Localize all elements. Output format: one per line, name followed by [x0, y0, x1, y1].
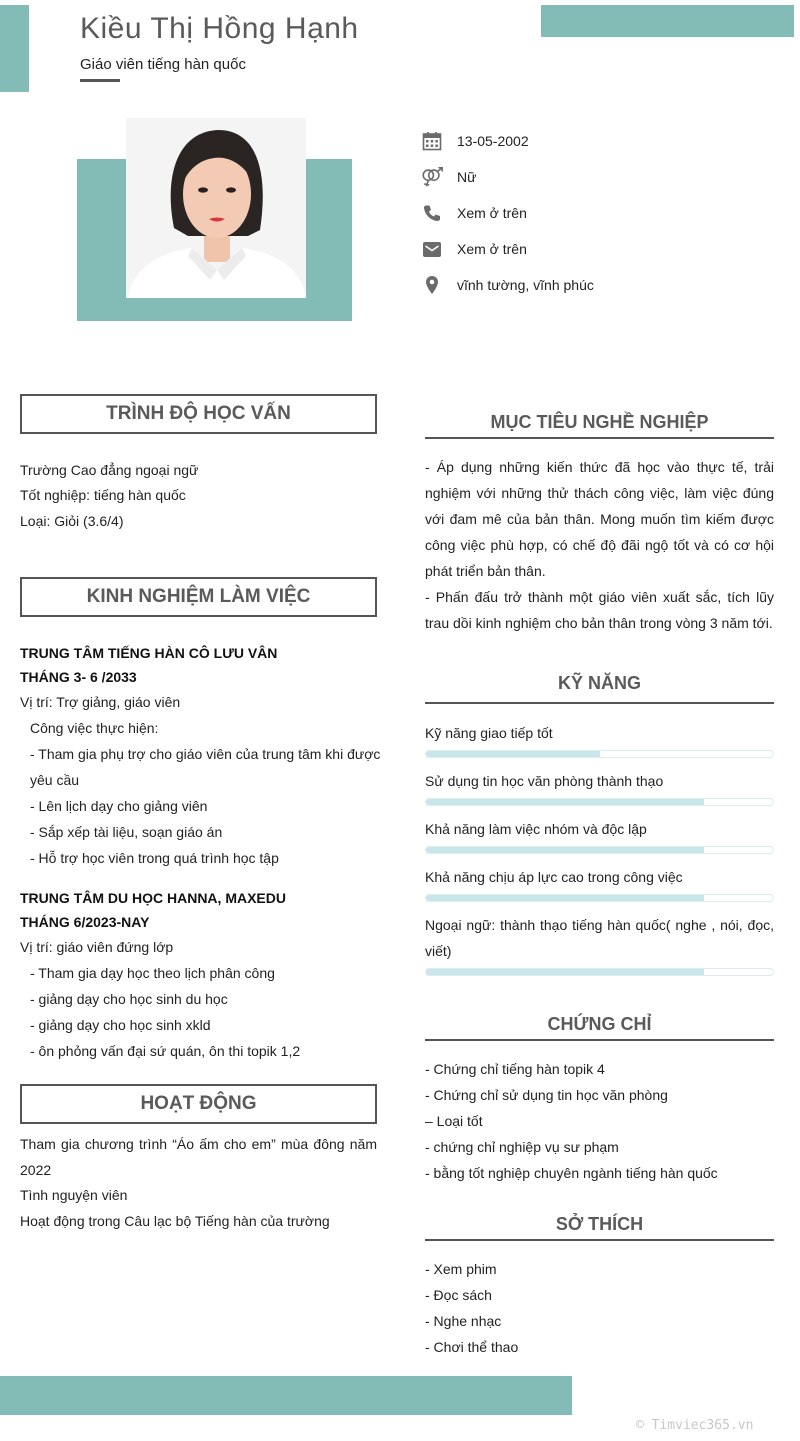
- activities-volunteer: Tình nguyện viên: [20, 1187, 128, 1203]
- objective-paragraph: - Phấn đấu trở thành một giáo viên xuất sắc, tích lũy trau dồi kinh nghiệm cho bản thân trong vòng 3 năm tới.: [425, 589, 774, 631]
- education-grade: Loại: Giỏi (3.6/4): [20, 513, 124, 529]
- activities-program: Tham gia chương trình “Áo ấm cho em” mùa đông năm 2022: [20, 1136, 377, 1178]
- job-2-company: TRUNG TÂM DU HỌC HANNA, MAXEDU: [20, 890, 286, 906]
- location-pin-icon: [420, 274, 444, 296]
- job-1-duty: - Hỗ trợ học viên trong quá trình học tập: [30, 850, 279, 866]
- skill-label: Ngoại ngữ: thành thạo tiếng hàn quốc( nghe , nói, đọc, viết): [425, 917, 774, 959]
- skill-label: Kỹ năng giao tiếp tốt: [425, 725, 553, 741]
- skill-label: Sử dụng tin học văn phòng thành thạo: [425, 773, 664, 789]
- certificates-title: CHỨNG CHỈ: [547, 1014, 652, 1034]
- skill-bar-fill: [426, 969, 704, 975]
- skill-bar-fill: [426, 751, 600, 757]
- job-2-duty: - ôn phỏng vấn đại sứ quán, ôn thi topik 1,2: [30, 1043, 301, 1059]
- skill-bar-fill: [426, 895, 704, 901]
- job-1-duties-intro: Công việc thực hiện:: [30, 720, 159, 736]
- hobby-item: - Nghe nhạc: [425, 1313, 502, 1329]
- hobby-item: - Chơi thể thao: [425, 1339, 519, 1355]
- education-title: TRÌNH ĐỘ HỌC VẤN: [20, 394, 377, 434]
- contact-email: Xem ở trên: [420, 237, 527, 261]
- skill-bar: [425, 968, 774, 976]
- skill-bar: [425, 750, 774, 758]
- job-2-position: Vị trí: giáo viên đứng lớp: [20, 939, 174, 955]
- email-icon: [420, 238, 444, 260]
- skill-label: Khả năng chịu áp lực cao trong công việc: [425, 869, 683, 885]
- certificate-item: - chứng chỉ nghiệp vụ sư phạm: [425, 1139, 619, 1155]
- education-school: Trường Cao đẳng ngoại ngữ: [20, 462, 199, 478]
- hobby-item: - Đọc sách: [425, 1287, 492, 1303]
- gender-icon: [420, 166, 444, 188]
- education-major: Tốt nghiệp: tiếng hàn quốc: [20, 487, 186, 503]
- contact-phone: Xem ở trên: [420, 201, 527, 225]
- contact-address: vĩnh tường, vĩnh phúc: [420, 273, 594, 297]
- job-1-period: THÁNG 3- 6 /2033: [20, 669, 137, 685]
- hobby-item: - Xem phim: [425, 1261, 497, 1277]
- job-2-duty: - giảng dạy cho học sinh du học: [30, 991, 228, 1007]
- calendar-icon: [420, 130, 444, 152]
- certificate-item: - bằng tốt nghiệp chuyên ngành tiếng hàn quốc: [425, 1165, 718, 1181]
- job-1-duty: - Tham gia phụ trợ cho giáo viên của trung tâm khi được: [30, 746, 381, 762]
- watermark: © Timviec365.vn: [636, 1418, 754, 1433]
- contact-gender: Nữ: [420, 165, 476, 189]
- decor-bar-bottom: [0, 1376, 572, 1415]
- activities-club: Hoạt động trong Câu lạc bộ Tiếng hàn của trường: [20, 1213, 330, 1229]
- skill-label: Khả năng làm việc nhóm và độc lập: [425, 821, 647, 837]
- job-1-position: Vị trí: Trợ giảng, giáo viên: [20, 694, 181, 710]
- phone-icon: [420, 202, 444, 224]
- skills-title: KỸ NĂNG: [557, 673, 641, 693]
- objective-title: MỤC TIÊU NGHỀ NGHIỆP: [490, 412, 709, 432]
- job-1-duty: - Sắp xếp tài liệu, soạn giáo án: [30, 824, 223, 840]
- profile-photo: [126, 118, 306, 298]
- certificate-item: - Chứng chỉ tiếng hàn topik 4: [425, 1061, 605, 1077]
- job-1-duty: - Lên lịch dạy cho giảng viên: [30, 798, 208, 814]
- job-title: Giáo viên tiếng hàn quốc: [80, 56, 246, 73]
- skill-bar: [425, 894, 774, 902]
- decor-bar-top-left: [0, 5, 29, 92]
- hobbies-title: SỞ THÍCH: [555, 1214, 644, 1234]
- job-1-duty: yêu cầu: [30, 772, 80, 788]
- skill-bar-fill: [426, 799, 704, 805]
- objective-title-rule: [425, 437, 774, 439]
- certificate-item: - Chứng chỉ sử dụng tin học văn phòng: [425, 1087, 668, 1103]
- job-2-duty: - Tham gia dạy học theo lịch phân công: [30, 965, 275, 981]
- experience-title: KINH NGHIỆM LÀM VIỆC: [20, 577, 377, 617]
- skill-bar: [425, 846, 774, 854]
- skills-title-rule: [425, 702, 774, 704]
- contact-birthdate: 13-05-2002: [420, 129, 529, 153]
- hobbies-title-rule: [425, 1239, 774, 1241]
- activities-title: HOẠT ĐỘNG: [20, 1084, 377, 1124]
- objective-paragraph: - Áp dụng những kiến thức đã học vào thực tế, trải nghiệm với những thử thách công việc, làm việc đúng với đam mê của bản thân. Mong muốn tìm kiếm được công việc phù hợp, có chế độ đãi ngộ tốt và có cơ hội phát triển bản thân.: [425, 459, 774, 579]
- job-2-period: THÁNG 6/2023-NAY: [20, 914, 150, 930]
- skill-bar: [425, 798, 774, 806]
- skill-bar-fill: [426, 847, 704, 853]
- job-2-duty: - giảng dạy cho học sinh xkld: [30, 1017, 211, 1033]
- certificate-item: – Loại tốt: [425, 1113, 483, 1129]
- decor-bar-top-right: [541, 5, 794, 37]
- job-1-company: TRUNG TÂM TIẾNG HÀN CÔ LƯU VÂN: [20, 645, 278, 661]
- job-title-underline: [80, 79, 120, 82]
- candidate-name: Kiều Thị Hồng Hạnh: [80, 12, 359, 45]
- certificates-title-rule: [425, 1039, 774, 1041]
